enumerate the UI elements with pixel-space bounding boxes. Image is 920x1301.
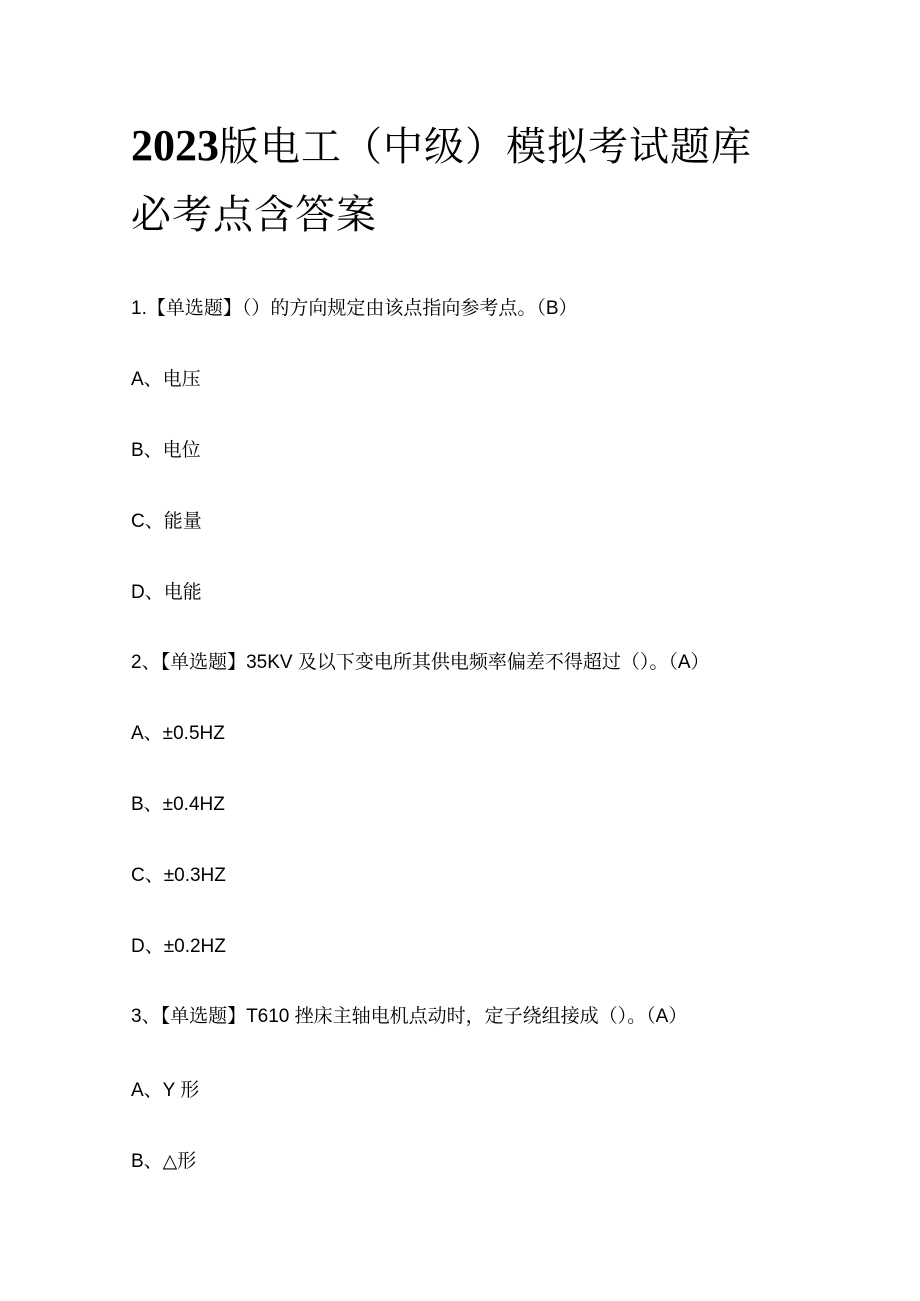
question-3-stem: 3、【单选题】T610 挫床主轴电机点动时，定子绕组接成（）。（A） (131, 1006, 688, 1027)
question-3-option-b: B、△形 (131, 1151, 197, 1172)
title-line1-text: 版电工（中级）模拟考试题库 (219, 124, 752, 170)
question-1-option-d: D、电能 (131, 582, 202, 603)
question-1-option-a: A、电压 (131, 369, 201, 390)
question-1-option-c: C、能量 (131, 511, 202, 532)
question-1-option-b: B、电位 (131, 440, 201, 461)
title-line2-text: 必考点含答案 (131, 192, 377, 238)
question-2-option-c: C、±0.3HZ (131, 865, 226, 886)
question-1-stem: 1.【单选题】（）的方向规定由该点指向参考点。（B） (131, 298, 578, 319)
question-3-option-a: A、Y 形 (131, 1080, 200, 1101)
question-2-option-d: D、±0.2HZ (131, 936, 226, 957)
question-2-option-a: A、±0.5HZ (131, 723, 225, 744)
question-2-option-b: B、±0.4HZ (131, 794, 225, 815)
document-title (131, 112, 811, 249)
title-year: 2023 (131, 121, 219, 170)
question-2-stem: 2、【单选题】35KV 及以下变电所其供电频率偏差不得超过（）。（A） (131, 652, 710, 673)
